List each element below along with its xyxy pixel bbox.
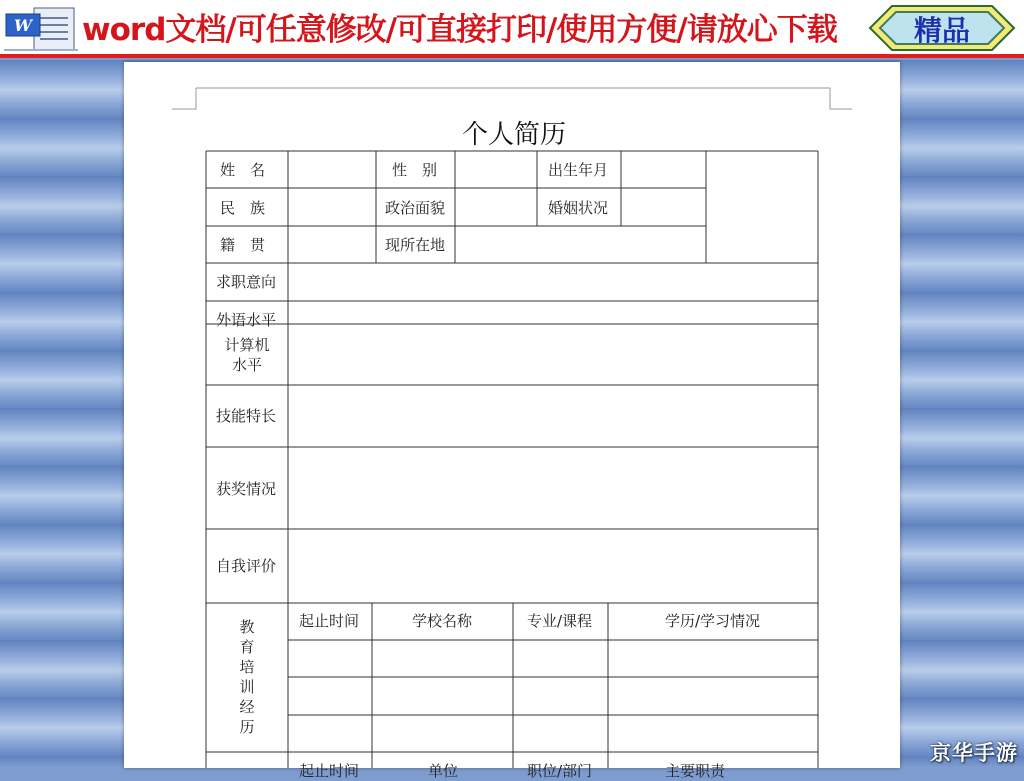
site-watermark: 京华手游 — [930, 741, 1018, 765]
label-job-objective: 求职意向 — [216, 273, 277, 291]
document-title: 个人简历 — [461, 120, 566, 150]
label-birth-date: 出生年月 — [548, 161, 609, 179]
edu-header-period: 起止时间 — [299, 612, 360, 630]
language-label-clip — [216, 302, 286, 329]
label-computer-line1: 计算机 — [224, 336, 270, 354]
label-foreign-language: 外语水平 — [216, 311, 277, 329]
promo-banner — [0, 0, 1024, 58]
label-ethnicity: 民 族 — [220, 199, 266, 217]
document-page — [124, 62, 900, 780]
work-header-position: 职位/部门 — [527, 762, 593, 780]
work-header-employer: 单位 — [428, 762, 459, 780]
quality-badge: 精品 — [913, 14, 970, 47]
label-gender: 性 别 — [392, 161, 438, 179]
label-computer-line2: 水平 — [231, 356, 262, 374]
edu-header-degree: 学历/学习情况 — [665, 612, 761, 630]
work-header-clip — [288, 753, 818, 780]
banner-headline: word文档/可任意修改/可直接打印/使用方便/请放心下载 — [82, 12, 837, 48]
label-current-residence: 现所在地 — [385, 236, 446, 254]
label-skills: 技能特长 — [216, 407, 277, 425]
edu-header-school: 学校名称 — [412, 612, 473, 630]
edu-char-1: 教 — [239, 618, 255, 636]
edu-char-3: 培 — [239, 658, 255, 676]
label-marital-status: 婚姻状况 — [548, 199, 609, 217]
svg-text:W: W — [14, 16, 32, 35]
edu-char-2: 育 — [239, 638, 255, 656]
edu-header-major: 专业/课程 — [527, 612, 593, 630]
label-self-evaluation: 自我评价 — [216, 557, 277, 575]
word-document-icon — [4, 4, 78, 52]
education-section-label — [236, 617, 258, 737]
label-political-status: 政治面貌 — [385, 199, 446, 217]
label-native-place: 籍 贯 — [220, 236, 266, 254]
label-computer-skill — [216, 335, 278, 375]
work-header-period: 起止时间 — [299, 762, 360, 780]
edu-char-4: 训 — [239, 678, 255, 696]
label-name: 姓 名 — [220, 161, 266, 179]
label-awards: 获奖情况 — [216, 480, 277, 498]
work-header-duties: 主要职责 — [665, 762, 726, 780]
edu-char-6: 历 — [239, 718, 255, 736]
edu-char-5: 经 — [239, 698, 255, 716]
